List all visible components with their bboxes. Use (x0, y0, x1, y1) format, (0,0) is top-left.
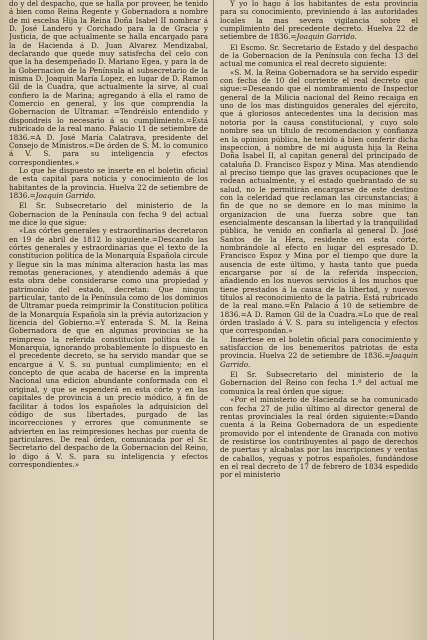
left-block-4: «Las córtes generales y estraordinarias decretaron en 19 de abril de 1812 lo siguiente.=Descando las córtes generales y estraordinarias que el texto de la constitucion política de la Monarquía Española circule y llegue sin la mas mínima alteracion hasta las mas remotas generaciones, y atendiendo además á que esta obra debe considerarse como una propiedad y patrimonio del estado, decretan: Que ningun particular, tanto de la Península como de los dominios de Ultramar pueda reimprimir la Constitucion política de la Monarquía Española sin la prévia autorizacion y licencia del Gobierno.=Y enterada S. M. la Reina Gobernadora de que en algunas provincias se ha reimpreso la referida constitucion política de la Monarquía, ignorando probablemente lo dispuesto en el precedente decreto, se ha servido mandar que se encargue á V. S. su puntual cumplimiento; en el concepto de que acaba de hacerse en la imprenta Nacional una edicion abundante conformada con el original, y que se espenderá en esta córte y en las capitales de provincia á un precio módico, á fin de facilitar á todos los españoles la adquisicion del código de sus libertades, purgado de las incorrecciones y errores que comunmente se advierten en las reimpresiones hechas por cuenta de particulares. De real órden, comunicada por el Sr. Secretario del despacho de la Gobernacion del Reino, lo digo á V. S. para su inteligencia y efectos correspondientes.» (9, 226, 208, 469)
right-block-4-text: Insértese en el boletin oficial para conocimiento y satisfaccion de los benemeritos patriotas de esta provincia. Huelva 22 de setiembre de 1836. (220, 334, 418, 361)
left-block-1: do y del despacho, que se halla por proveer, he tenido á bien como Reina Regente y Gobernadora a nombre de mi escelsa Hija la Reina Doña Isabel II nombrar á D. José Landero y Corchado para la de Gracia y Justicia, de que actualmente se halla encargado para la de Hacienda á D. Juan Alvarez Mendizabal, declarando que quede muy satisfecha del celo con que la ha desempeñado D. Mariano Egea, y para la de la Gobernacion de la Península al subsecretario de la misma D. Joaquin María Lopez, en lugar de D. Ramon Gil de la Cuadra, que actualmente la sirve, al cual confiero la de Marina; agregando á ella el ramo de Comercio en general, y los que comprendia la Gobernacion de Ultramar. =Tendréislo entendido y dispondreis lo necesario á su cumplimiento.=Está rubricado de la real mano. Palacio 11 de setiembre de 1836.=A D. José María Calatrava, presidente del Consejo de Ministros.=De órden de S. M. lo comunico á V. S. para su inteligencia y efectos correspondientes.» (9, 0, 208, 167)
right-block-4 (220, 336, 418, 369)
signature: =Joaquin Garrido. (29, 190, 96, 200)
column-divider (213, 0, 214, 640)
right-column (220, 0, 418, 640)
right-block-1 (220, 0, 418, 42)
left-column (9, 0, 208, 640)
right-block-1-text: Y yo lo hago á los habitantes de esta provincia para su conocimiento, previniendo á las autoridades locales la mas severa vigilancia sobre el cumplimiento del precedente decreto. Huelva 22 de setiembre de 1836. (220, 0, 418, 42)
right-block-5: El Sr. Subsecretario del ministerio de la Gobernacion del Reino con fecha 1.º del actual me comunica la real órden que sigue: (220, 370, 418, 396)
left-block-2 (9, 167, 208, 200)
left-block-3: El Sr. Subsecretario del ministerio de la Gobernacion de la Península con fecha 9 del actual me dice lo que sigue: (9, 201, 208, 227)
right-block-6: «Por el ministerio de Hacienda se ha comunicado con fecha 27 de julio último al director general de rentas provinciales la real órden siguiente:=Dando cuenta á la Reina Gobernadora de un espediente promovido por el intendente de Granada con motivo de resistirse los contribuyentes al pago de derechos de puertas y alcabalas por las inscripciones y ventas de caballos, yeguas y potros españoles, fundándose en el real decreto de 17 de febrero de 1834 espedido por el ministerio (220, 395, 418, 480)
right-block-3: «S. M. la Reina Gobernadora se ha servido espedir con fecha de 10 del corriente el real decreto que sigue:=Deseando que el nombramiento de Inspector general de la Milicia nacional del Reino recaiga en uno de los mas distinguidos generales del ejército, que á gloriosos antecedentes una la decision mas notoria por la causa constitucional, y cuyo solo nombre sea un título de recomendacion y confianza en la opinion pública, he tenido á bien conferir dicha inspeccion, á nombre de mi augusta hija la Reina Doña Isabel II, al capitan general del principado de cataluña D. Francisco Espoz y Mina. Mas atendiendo al preciso tiempo que las graves ocupaciones que le rodean actualmente, y el estado quebrantado de su salud, no le permitirán encargarse de este destino con la celeridad que reclaman las circunstancias; á fin de que no se demore en lo mas mínimo la organizacion de una fuerza sobre que tan esencialmente descansan la libertad y la tranquilidad pública, he venido en confiarla al general D. José Santos de la Hera, residente en esta córte, nombrándole al efecto en lugar del espresado D. Francisco Espoz y Mina por el tiempo que dure la ausencia de este último, y hasta tanto que pueda encargarse por sí de la referida inspeccion, añadiendo en los nuevos servicios á los muchos que tiene prestados á la causa de la libertad, y nuevos títulos al reconocimiento de la patria. Está rubricado de la real mano.=En Palacio á 10 de setiembre de 1836.=A D. Ramon Gil de la Cuadra.=Lo que de real órden traslado á V. S. para su inteligencia y efectos que correspondan.» (220, 67, 418, 336)
signature: =Joaquin Garrido. (220, 351, 418, 369)
left-block-2-text: Lo que he dispuesto se inserte en el boletin oficial de esta capital para noticia y conocimiento de los habitantes de la provincia. Huelva 22 de setiembre de 1836. (9, 165, 208, 200)
signature: =Joaquin Garrido. (290, 32, 357, 42)
right-block-2: El Escmo. Sr. Secretario de Estado y del despacho de la Gobernacion de la Península con fecha 13 del actual me comunica el real decreto siguiente: (220, 42, 418, 69)
